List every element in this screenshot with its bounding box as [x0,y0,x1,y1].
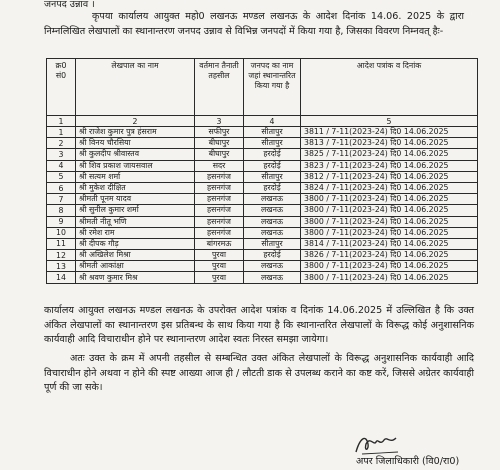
cell-sn: 3 [47,149,76,160]
cell-name: श्री शिव प्रकाश जायसवाल [76,160,195,171]
cell-tehsil: सदर [195,160,244,171]
cell-name: श्री रमेश राम [76,227,195,238]
table-row [47,171,478,182]
cell-destination: हरदोई [244,149,301,160]
cell-order: 3826 / 7-11(2023-24) दि0 14.06.2025 [301,250,478,261]
cell-name: श्रीमती नीतू भणि [76,216,195,227]
cell-name: श्री विनय चौरसिया [76,138,195,149]
table-row [47,238,478,249]
cell-order: 3814 / 7-11(2023-24) दि0 14.06.2025 [301,238,478,249]
intro-paragraph: कृपया कार्यालय आयुक्त महो0 लखनऊ मण्डल लखनऊ के आदेश दिनांक 14.06. 2025 के द्वारा निम्नलिखित लेखपालों का स्थानान्तरण जनपद उन्नाव से विभिन्न जनपदों में किया गया है, जिसका विवरण निम्नवत् हैः- [44,11,464,37]
cell-order: 3823 / 7-11(2023-24) दि0 14.06.2025 [301,160,478,171]
cell-destination: लखनऊ [244,216,301,227]
cell-tehsil: हसनगंज [195,216,244,227]
cell-name: श्री सुनील कुमार शर्मा [76,205,195,216]
cell-destination: हरदोई [244,160,301,171]
cell-tehsil: सफीपुर [195,127,244,138]
cell-order: 3800 / 7-11(2023-24) दि0 14.06.2025 [301,205,478,216]
cell-sn: 11 [47,238,76,249]
table-row [47,227,478,238]
cell-destination: सीतापुर [244,171,301,182]
table-header-row [47,59,478,116]
cell-order: 3800 / 7-11(2023-24) दि0 14.06.2025 [301,194,478,205]
table-row [47,250,478,261]
cell-name: श्री मुकेश दीक्षित [76,182,195,193]
cell-tehsil: हसनगंज [195,205,244,216]
header-destination: जनपद का नाम जहां स्थानान्तरित किया गया है [244,59,301,116]
cell-destination: लखनऊ [244,205,301,216]
cell-destination: लखनऊ [244,261,301,272]
cell-destination: हरदोई [244,250,301,261]
cell-name: श्रीमती आकांक्षा [76,261,195,272]
cell-name: श्री दीपक गौड़ [76,238,195,249]
header-order: आदेश पत्रांक व दिनांक [301,59,478,116]
cell-sn: 5 [47,171,76,182]
header-name: लेखपाल का नाम [76,59,195,116]
table-row [47,182,478,193]
col-number: 4 [244,116,301,127]
cell-order: 3800 / 7-11(2023-24) दि0 14.06.2025 [301,261,478,272]
cell-name: श्रीमती पूनम यादव [76,194,195,205]
signature-title: अपर जिलाधिकारी (वि0/रा0) [356,456,460,467]
cell-destination: हरदोई [244,182,301,193]
cell-sn: 10 [47,227,76,238]
cell-sn: 4 [47,160,76,171]
cell-tehsil: हसनगंज [195,227,244,238]
cell-sn: 8 [47,205,76,216]
table-row [47,216,478,227]
cell-sn: 14 [47,272,76,283]
top-fragment: जनपद उन्नाव । [44,0,95,10]
cell-destination: लखनऊ [244,194,301,205]
cell-name: श्री अखिलेश मिश्रा [76,250,195,261]
cell-tehsil: हसनगंज [195,182,244,193]
condition-paragraph: कार्यालय आयुक्त लखनऊ मण्डल लखनऊ के उपरोक्त आदेश पत्रांक व दिनांक 14.06.2025 में उल्लिखित है कि उक्त अंकित लेखपालों का स्थानान्तरण इस प्रतिबन्ध के साथ किया गया है कि स्थानान्तरित लेखपालों के विरूद्ध कोई अनुशासनिक कार्यवाही आदि विचाराधीन होने पर स्थानान्तरण आदेश स्वतः निरस्त समझा जायेगा। [44,305,474,345]
header-sn: क्र0 सं0 [47,59,76,116]
table-row [47,194,478,205]
cell-tehsil: पुरवा [195,261,244,272]
header-tehsil: वर्तमान तैनाती तहसील [195,59,244,116]
table-row [47,272,478,283]
col-number: 3 [195,116,244,127]
table-body [47,127,478,284]
col-number: 2 [76,116,195,127]
cell-sn: 7 [47,194,76,205]
cell-destination: लखनऊ [244,227,301,238]
table-row [47,205,478,216]
table-row [47,261,478,272]
cell-destination: लखनऊ [244,272,301,283]
cell-sn: 9 [47,216,76,227]
table-row [47,160,478,171]
table-row [47,149,478,160]
cell-name: श्री कुलदीप श्रीवास्तव [76,149,195,160]
cell-tehsil: हसनगंज [195,194,244,205]
request-paragraph: अतः उक्त के क्रम में अपनी तहसील से सम्बन्धित उक्त अंकित लेखपालों के विरूद्ध अनुशासनिक कार्यवाही आदि विचाराधीन होने अथवा न होने की स्पष्ट आख्या आज ही / लौटती डाक से उपलब्ध कराने का कष्ट करें, जिससे अग्रेतर कार्यवाही पूर्ण की जा सके। [44,353,474,393]
cell-order: 3824 / 7-11(2023-24) दि0 14.06.2025 [301,182,478,193]
table-row [47,138,478,149]
cell-tehsil: बीघापुर [195,138,244,149]
cell-tehsil: बांगरमऊ [195,238,244,249]
cell-destination: सीतापुर [244,127,301,138]
col-number: 1 [47,116,76,127]
cell-order: 3812 / 7-11(2023-24) दि0 14.06.2025 [301,171,478,182]
col-number: 5 [301,116,478,127]
column-number-row [47,116,478,127]
cell-tehsil: हसनगंज [195,171,244,182]
cell-sn: 13 [47,261,76,272]
cell-name: श्री राजेश कुमार पुत्र हंसराम [76,127,195,138]
cell-order: 3800 / 7-11(2023-24) दि0 14.06.2025 [301,272,478,283]
cell-order: 3825 / 7-11(2023-24) दि0 14.06.2025 [301,149,478,160]
cell-sn: 6 [47,182,76,193]
cell-order: 3800 / 7-11(2023-24) दि0 14.06.2025 [301,216,478,227]
cell-order: 3811 / 7-11(2023-24) दि0 14.06.2025 [301,127,478,138]
cell-tehsil: बीघापुर [195,149,244,160]
cell-tehsil: पुरवा [195,272,244,283]
cell-order: 3813 / 7-11(2023-24) दि0 14.06.2025 [301,138,478,149]
table-row [47,127,478,138]
cell-destination: सीतापुर [244,238,301,249]
cell-tehsil: पुरवा [195,250,244,261]
cell-destination: सीतापुर [244,138,301,149]
cell-sn: 1 [47,127,76,138]
cell-order: 3800 / 7-11(2023-24) दि0 14.06.2025 [301,227,478,238]
cell-name: श्री सत्यम शर्मा [76,171,195,182]
cell-name: श्री श्रवण कुमार मिश्र [76,272,195,283]
transfer-table [46,58,478,284]
cell-sn: 2 [47,138,76,149]
cell-sn: 12 [47,250,76,261]
